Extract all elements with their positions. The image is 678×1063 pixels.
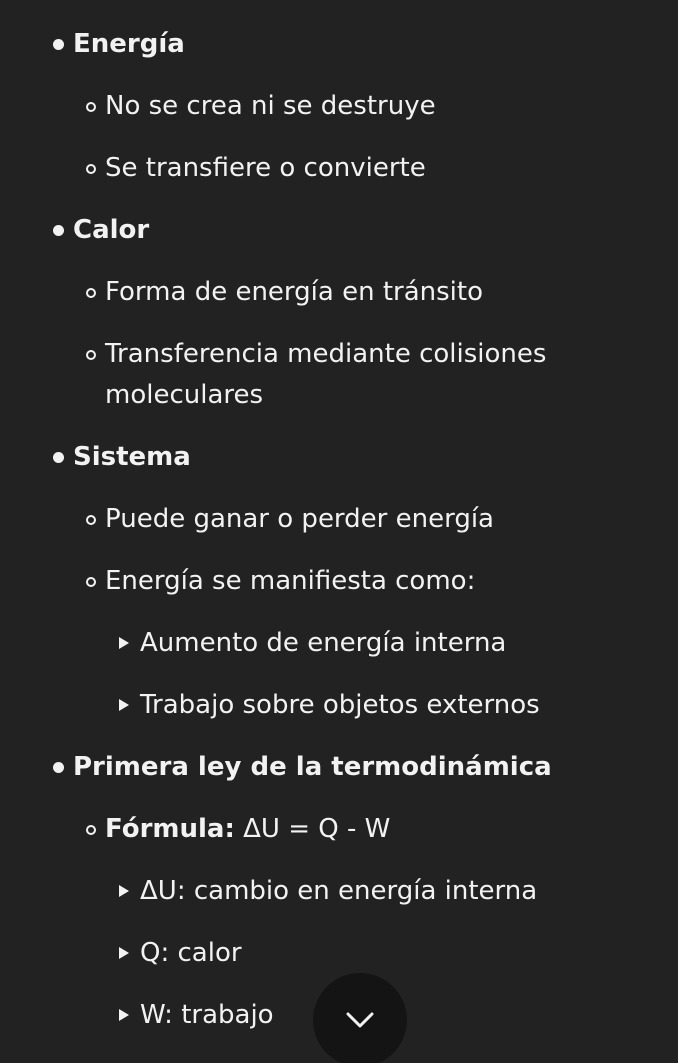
list-item-text: W: trabajo [140, 1000, 274, 1030]
bullet-circle-icon [86, 350, 96, 360]
bullet-triangle-icon [119, 699, 129, 711]
bullet-dot-icon [53, 225, 64, 236]
list-item-text: Puede ganar o perder energía [105, 504, 494, 534]
list-item-heading: Calor [73, 215, 150, 245]
list-item-text [105, 809, 390, 850]
bullet-triangle-icon [119, 1009, 129, 1021]
list-item-text: Aumento de energía interna [140, 628, 507, 658]
bullet-circle-icon [86, 515, 96, 525]
list-item-text: Energía se manifiesta como: [105, 566, 476, 596]
bullet-dot-icon [53, 39, 64, 50]
list-item-text: Trabajo sobre objetos externos [140, 690, 540, 720]
list-item-text: No se crea ni se destruye [105, 91, 436, 121]
bullet-circle-icon [86, 577, 96, 587]
list-item-text: Forma de energía en tránsito [105, 277, 483, 307]
list-item-text: ΔU: cambio en energía interna [140, 876, 538, 906]
formula-value: ΔU = Q - W [243, 814, 391, 844]
list-item-text: Se transfiere o convierte [105, 153, 426, 183]
list-item-heading: Primera ley de la termodinámica [73, 752, 552, 782]
list-item-heading: Sistema [73, 442, 191, 472]
formula-label: Fórmula: [105, 814, 235, 844]
list-item-heading: Energía [73, 29, 185, 59]
bullet-circle-icon [86, 102, 96, 112]
list-item-text: Q: calor [140, 938, 242, 968]
bullet-circle-icon [86, 288, 96, 298]
bullet-dot-icon [53, 762, 64, 773]
chevron-down-icon [345, 1011, 375, 1029]
bullet-triangle-icon [119, 947, 129, 959]
scroll-down-button[interactable] [313, 973, 407, 1063]
bullet-triangle-icon [119, 637, 129, 649]
list-item-text: moleculares [105, 380, 264, 410]
bullet-dot-icon [53, 452, 64, 463]
bullet-circle-icon [86, 825, 96, 835]
list-item-text: Transferencia mediante colisiones [105, 339, 547, 369]
bullet-triangle-icon [119, 885, 129, 897]
bullet-circle-icon [86, 164, 96, 174]
